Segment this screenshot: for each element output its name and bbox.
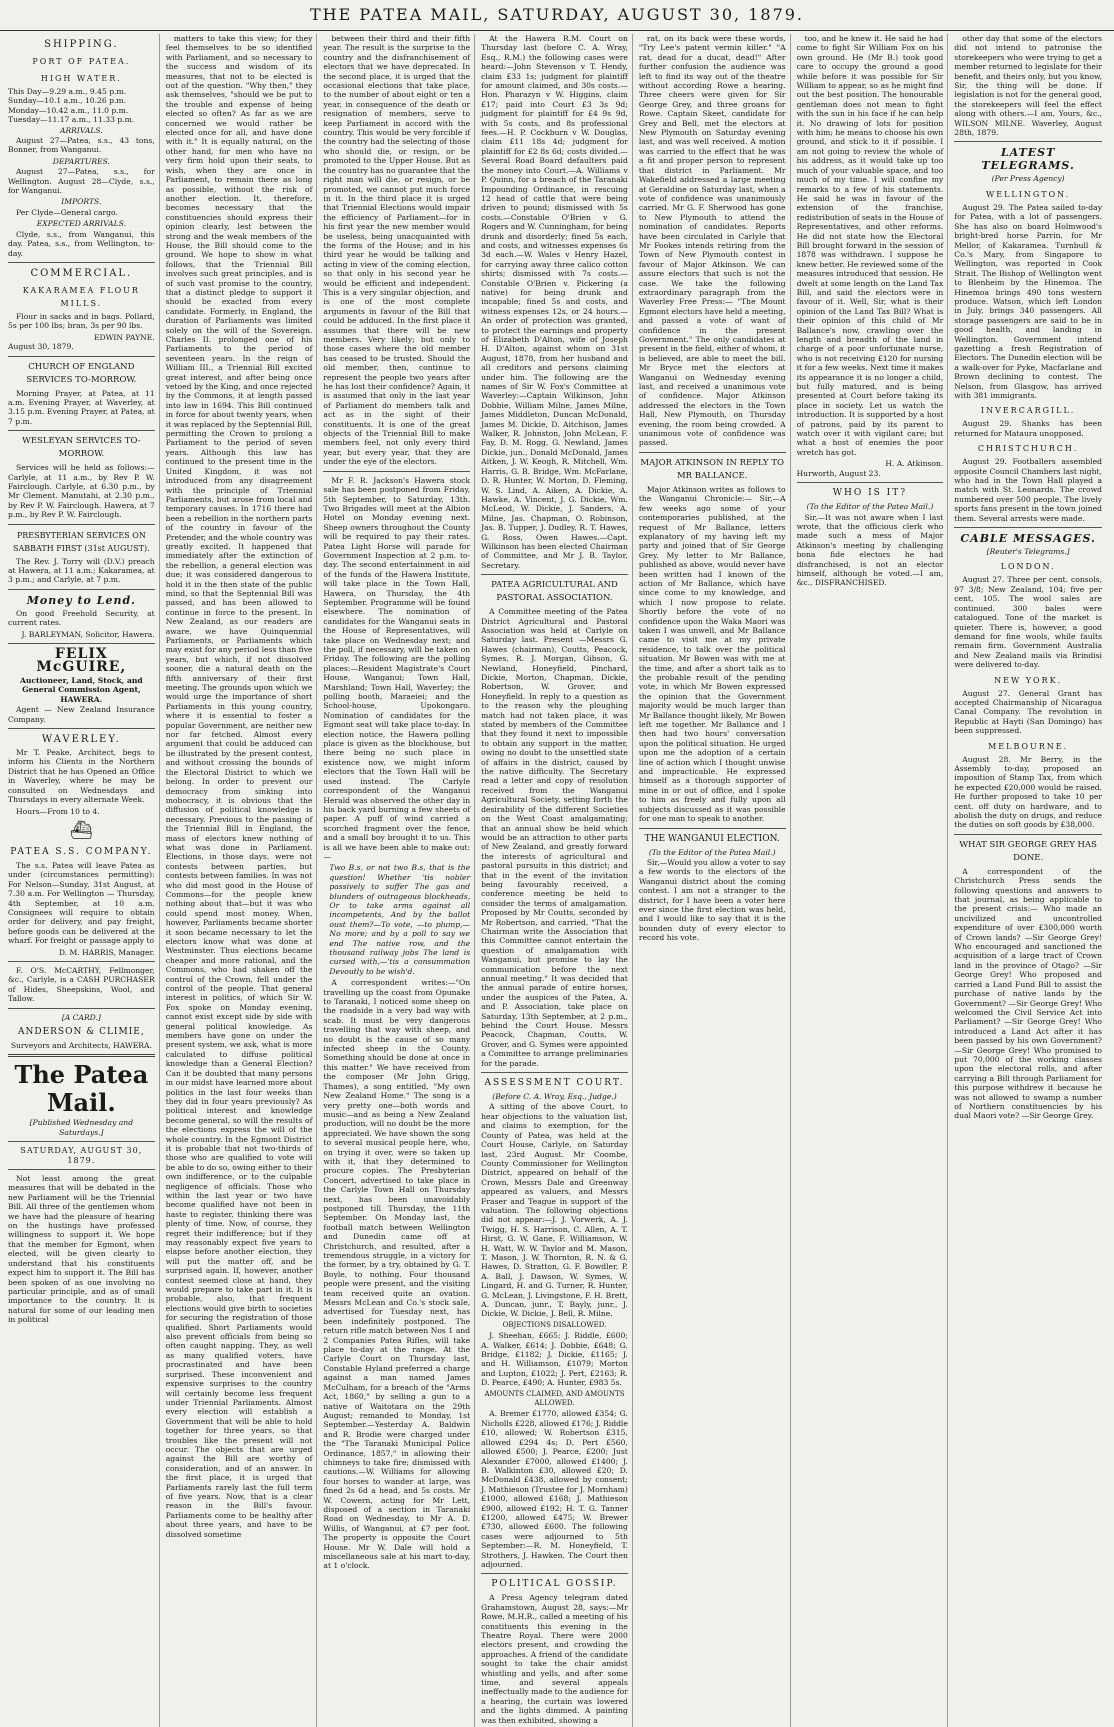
presby-text: The Rev. J. Torry will (D.V.) preach at Hawera, at 11 a.m.; Kakaramea, at 3 p.m.; and Carlyle, at 7 p.m. bbox=[8, 556, 155, 585]
departures-heading: DEPARTURES. bbox=[52, 156, 110, 166]
church-text: Morning Prayer, at Patea, at 11 a.m. Evening Prayer, at Waverley, at 3.15 p.m. Evening Prayer, at Patea, at 7 p.m. bbox=[8, 388, 155, 426]
gossip-heading: POLITICAL GOSSIP. bbox=[491, 1579, 618, 1590]
wanganui-sub: (To the Editor of the Patea Mail.) bbox=[648, 847, 776, 857]
association-text: A Committee meeting of the Patea District Agricultural and Pastoral Association was held at Carlyle on Saturday last. Present —Messrs G. Hawes (chairman), Coutts, Peacock, Symes, R. J. Morgan, Gibson, G. Newland, Honeyfield, Pinchard, Dickie, Morton, Chapman, Dickie, Robertson, W. Grover, and Honeyfield. In reply to a question as to the reason why the ploughing match had not taken place, it was stated by members of the Committee that they found it next to impossible to obtain any support in the matter, owing no doubt to the unsettled state of affairs in the district, caused by the native difficulty. The Secretary read a letter and copy of resolution received from the Wanganui Agricultural Society, setting forth the desirability of the different Societies on the West Coast amalgamating; that an annual show be held which would be an attraction to other parts of New Zealand, and greatly forward the interests of agricultural and pastoral pursuits in this district; and that in the event of the invitation being favourably received, a conference meeting be held to consider the terms of amalgamation. Proposed by Mr Coutts, seconded by Mr Robertson, and carried, "That the Chairman write the Association that this Committee cannot entertain the question of amalgamation with Wanganui, but promise to lay the communication before the next annual meeting." It was decided that the annual parade of entire horses, under the auspices of the Patea, A. and P. Association, take place on Saturday, 13th September, at 2 p.m., behind the Court House. Messrs Peacock, Chapman, Coutts, W. Grover, and G. Symes were appointed a Committee to arrange preliminaries for the parade. bbox=[481, 607, 628, 1068]
who-sub: (To the Editor of the Patea Mail.) bbox=[806, 502, 934, 512]
mills-text: Flour in sacks and in bags. Pollard, 5s per 100 lbs; bran, 3s per 90 lbs. bbox=[8, 311, 155, 331]
letter-conclusion: other day that some of the electors did not intend to patronise the storekeepers who were trying to get a member returned to legislate for their benefit, and theirs only, but you know, Sir, the thing will be done. If legislation is not for the general good, the storekeepers will feel the effect along with others.—I am, Yours, &c., WILSON MILNE. Waverley, August 28th, 1879. bbox=[954, 34, 1102, 138]
church-heading: CHURCH OF ENGLAND SERVICES TO-MORROW. bbox=[26, 361, 137, 385]
gossip-text: A Press Agency telegram dated Grahamstown, August 28, says:—Mr Rowe, M.H.R., called a meeting of his constituents this evening in the Theatre Royal. There were 2000 electors present, and crowding the approaches. A friend of the candidate sought to take the chair amidst whistling and yells, and after some time, and several appeals ineffectually made to the audience for a hearing, the curtain was lowered and the lights dimmed. A painting was then exhibited, showing a bbox=[481, 1593, 628, 1725]
tide-3: Tuesday—11.17 a.m., 11.33 p.m. bbox=[8, 115, 135, 125]
reductions-text: A. Bremer £1770, allowed £354; G. Nicholls £228, allowed £176; J. Riddle £10, allowed; W. Robertson £315, allowed £294 4s; D. Pert £560, allowed £500; J. Pearce, £200; Just Alexander £7000, allowed £1400; J. B. Walkinton £30, allowed £20; D. McDonald £438, allowed by consent; J. Mathieson (Trustee for J. Mornham) £1000, allowed £168; J. Mathieson £900, allowed £192; H. T. G. Tanner £1200, allowed £475; W. Brewer £730, allowed £600. The following cases were adjourned to 5th September:—R. M. Honeyfield, T. Strothers, J. Hawken. The Court then adjourned. bbox=[481, 1409, 628, 1569]
money-sign: J. BARLEYMAN, Solicitor, Hawera. bbox=[21, 629, 155, 639]
patea-ss-sign: D. M. HARRIS, Manager. bbox=[58, 947, 155, 957]
wellington-text: August 29. The Patea sailed to-day for Patea, with a lot of passengers. She has also on board Holmwood's bright-bred horse Parrin, for Mr Mellor, of Kakaramea. Turnbull & Co.'s Mary, from Singapore to Wellington, was reported in Cook Strait. The Bishop of Wellington went to Blenheim by the Hinemoa. The Hinemoa brings 490 tons western produce. Watson, which left London in July, brings 340 passengers. All storage passengers are said to be in good health, and landing in Wellington. Government intend gazetting a fresh Registration of Electors. The Dunedin election will be a walk-over for Pyke, Macfarlane and Brown declining to contest. The Nelson, from Glasgow, has arrived with 381 immigrants. bbox=[954, 202, 1102, 400]
tide-2: Monday—10.42 a.m., 11.0 p.m. bbox=[8, 105, 129, 115]
local-notices: Mr F. R. Jackson's Hawera stock sale has been postponed from Friday, 5th September, to Saturday, 13th. Two Brigades will meet at the Albion Hotel on Monday evening next. Sheep owners throughout the County will be required to pay their rates. Patea Light Horse will parade for Government Inspection at 2 p.m. to-day. The second entertainment in aid of the funds of the Hawera Institute, will take place in the Town Hall, Hawera, on Thursday, the 4th September. Programme will be found elsewhere. The nomination of candidates for the Wanganui seats in the House of Representatives, will take place on Wednesday next; and the poll, if necessary, will be taken on Friday. The following are the polling places:—Resident Magistrate's Court House, Wanganui; Town Hall, Marshland; Town Hall, Waverley; the polling booth, Maraeiei; and the School-house, Upokongaro. Nomination of candidates for the Egmont seat will take place to-day. In election notice, the Hawera polling place is given as the blockhouse, but there being no such place in existence now, we might inform electors that the Town Hall will be used instead. The Carlyle correspondent of the Wanganui Herald was observed the other day in his back yard burning a few sheets of paper. A puff of wind carried a scorched fragment over the fence, and a small boy brought it to us. This is all we have been able to make out:— bbox=[323, 475, 471, 861]
column-1 bbox=[8, 34, 160, 1727]
telegrams-sub: (Per Press Agency) bbox=[991, 174, 1065, 184]
wesleyan-text: Services will be held as follows:— Carlyle, at 11 a.m., by Rev P. W. Fairclough. Carlyle, at 6.30 p.m., by Mr Clement. Manutahi, at 2.30 p.m., by Rev P. W. Fairclough. Hawera, at 7 p.m., by Rev P. W. Fairclough. bbox=[8, 463, 155, 520]
anderson-heading: ANDERSON & CLIMIE, bbox=[17, 1027, 145, 1037]
assessment-heading: ASSESSMENT COURT. bbox=[484, 1078, 625, 1089]
column-2 bbox=[166, 34, 318, 1727]
arrivals-text: August 27—Patea, s.s., 43 tons, Bonner, from Wanganui. bbox=[8, 136, 155, 155]
newspaper-columns bbox=[8, 34, 1106, 1725]
editorial-conclusion: between their third and their fifth year. The result is the surprise to the country and the disfranchisement of electors that we have deprecated. In the second place, it is urged that the occasional elections that take place, to the number of about eight or ten a year, in consequence of the death or resignation of members, serve to keep Parliament in accord with the country. This would be very forcible if the country had the selecting of those who should die, or resign, or be promoted to the Upper House. But as the country has no guarantee that the right man will die, or resign, or be promoted, we cannot put much force in it. In the third place it is urged that Triennial Elections would impair the efficiency of Parliament—for in his first year the new member would be useless, being unacquainted with the forms of the House; and in his third year he would be talking and acting in view of the coming election, so that only in his second year he would be efficient and independent. This is a very singular objection, and is one of the most complete arguments in favour of the Bill that could be adduced. In the first place it assumes that there will be new members. Very likely; but only to those cases where the old member has ceased to be trusted. Should the old member, then, continue to represent the people two years after he has lost their confidence? Again, it is assumed that only in the last year of Parliament do members talk and act as in the sight of their constituents. It is one of the great objects of the Triennial Bill to make members feel, not only every third year, but every year, that they are under the eye of the electors. bbox=[323, 34, 471, 467]
waverley-heading: WAVERLEY. bbox=[41, 734, 121, 746]
mills-heading: KAKARAMEA FLOUR MILLS. bbox=[22, 285, 140, 308]
court-report: At the Hawera R.M. Court on Thursday last (before C. A. Wray, Esq., R.M.) the following cases were heard:—John Stevenson v T. Hendy, claim £33 1s; judgment for plaintiff for amount claimed, and 30s costs.—Hon. Pharazyn v W. Higgins, claim £17; paid into Court £3 3s 9d; judgment for plaintiff for £4 9s 9d, with 5s costs, and 8s professional fees.—H. P. Cockburn v W. Douglas, claim £11 18s 4d; judgment for plaintiff for £2 8s 6d; costs divided.—Several Road Board defaulters paid the money into Court.—A. Williams v P. Quinn, for a breach of the Taranaki Impounding Ordinance, in rescuing 12 head of cattle that were being driven to pound; dismissed with 5s costs.—Constable O'Brien v G. Rogers and W. Cunningham, for being drunk and disorderly; fined 5s each, and costs, and witnesses expenses 6s 3d each.—W. Wales v Henry Hazel, for carrying away three calico cotton shirts; dismissed with 7s costs.—Constable O'Brien v. Pickering (a native) for being drunk and incapable; fined 5s and costs, and witness expenses 12s, or 24 hours.—An order of protection was granted, to protect the earnings and property of Elizabeth D'Alton, wife of Joseph H. D'Alton, against whom on 31st August, 1878, from her husband and all creditors and persons claiming under him. The following are the names of Sir W. Fox's Committee at Waverley:—Captain Wilkinson, John Dobbie, William Milne, James Milne, James Middleton, Duncan McDonald, James M. Dickie, D. Aitchison, James Walker, R. Johnston, John McLean, F. Fay, D. M. Rogg, G. Newland, James Dickie, jun., Donald McDonald, James Aitken, J. W. Keogh, R. Mitchell, Wm. Harris, G. B. Bridge, Wm. McFarlane, D. R. Hunter, W. Morton, D. Fleming, W. S. Lind, A. Aiken, A. Dickie, A. Hawke, A. Vincent, J. G. Dickie, Wm. McLeod, W. Dickie, J. Sanders, A. Milne, Jas. Chapman, O. Robinson, Jas. B. Tupper, J. Dudley, R. T. Hawes, G. Ross, Owen Hawes.—Capt. Wilkinson has been elected Chairman of Committee, and Mr J. B. Taylor, Secretary. bbox=[481, 34, 628, 570]
expected-heading: EXPECTED ARRIVALS. bbox=[36, 219, 126, 229]
christchurch-text: August 29. Footballers assembled opposite Council Chambers last night, who had in the Town Hall played a match with St. Leonards. The crowd numbered over 500 people. The lively sports fans present in the town joined them. Several arrests were made. bbox=[954, 457, 1102, 523]
masthead: THE PATEA MAIL, SATURDAY, AUGUST 30, 1879. bbox=[0, 0, 1114, 31]
published-note: [Published Wednesday and Saturdays.] bbox=[29, 1118, 134, 1137]
verse-text: Two B.s, or not two B.s, that is the question! Whether 'tis nobler passively to suffer The gas and blunders of outrageous blockheads, Or to take arms against all incompetents, And by the ballot oust them?—To vote, —to plump,— No more; and by a poll to say we end The native row, and the thousand railway jobs The land is cursed with,—'tis a consummation Devoutly to be wish'd. bbox=[329, 863, 471, 976]
high-water-heading: HIGH WATER. bbox=[40, 74, 122, 83]
column-3 bbox=[323, 34, 475, 1727]
melbourne-text: August 28. Mr Berry, in the Assembly to-day, proposed an imposition of Stamp Tax, from which he expected £20,000 would be raised. He further proposed to take 10 per cent. off duty on hardware, and to abolish the duty on drugs, and reduce the duties on soft goods by £38,000. bbox=[954, 754, 1102, 830]
reductions-heading: AMOUNTS CLAIMED, AND AMOUNTS ALLOWED. bbox=[484, 1389, 625, 1408]
commercial-heading: COMMERCIAL. bbox=[30, 267, 133, 279]
newyork-text: August 27. General Grant has accepted Chairmanship of Nicaragua Canal Company. The revolution in Republic at Hayti (San Domingo) has been suppressed. bbox=[954, 688, 1102, 736]
peake-hours: Hours—From 10 to 4. bbox=[16, 806, 100, 816]
grey-text: A correspondent of the Christchurch Press sends the following questions and answers to that journal, as being applicable to the present crisis:— Who made an uncivilized and uncontrolled expenditure of over £300,000 worth of Crown lands? —Sir George Grey! Who encouraged and sanctioned the acquisition of a large tract of Crown land in the province of Otago? —Sir George Grey! Who proposed and carried a Land Fund Bill to assist the purchase of native lands by the Government? —Sir George Grey! Who welcomed the Civil Service Act into Parliament? —Sir George Grey! Who introduced a Land Act after it has been passed by his own Government? —Sir George Grey! Who promised to put 70,000 of the working classes upon the electoral rolls, and after carrying a Bill through Parliament for this purpose withdrew it because he was not allowed to swamp a number of Northern constituencies by his dual Maori vote? —Sir George Grey. bbox=[954, 866, 1102, 1121]
arrivals-heading: ARRIVALS. bbox=[59, 125, 103, 135]
atkinson-sign-date: Hurworth, August 23. bbox=[796, 468, 881, 478]
patea-ss-text: The s.s. Patea will leave Patea as under (circumstances permitting): For Nelson—Sunday, 31st August, at 7.30 a.m. For Wellington — Thursday, 4th September, at 10 a.m. Consignees will require to obtain order for delivery, and pay freight, before goods can be delivered at the wharf. For freight or passage apply to bbox=[8, 860, 155, 946]
mills-sign: EDWIN PAYNE. bbox=[94, 332, 155, 342]
assessment-text: A sitting of the above Court, to hear objections to the valuation list, and claims to exemption, for the County of Patea, was held at the Court House, Carlyle, on Saturday last, 23rd August. Mr Coombe, County Commissioner for Wellington District, appeared on behalf of the Crown, Messrs Dale and Greenway appeared as valuers, and Messrs Fraser and Teague in support of the valuation. The following objections did not appear:—J. J. Vorwerk, A. J. Twigg, H. S. Harrison, C. Allen, A. T. Hirst, G. W. Gane, F. Williamson, W. H. Watt, W. W. Taylor and M. Mason, T. Mason, J. W. Thornton, R. N. & G. Hawes, D. Stratton, G. F. Bowdler, P. A. Ball, J. Dawson, W. Symes, W. Lingard, H. and G. Turner, R. Hunter, G. McLean, J. Livingstone, F. H. Brett, A. Duncan, junr., T. Bayly, junr., J. Dickie, W. Dickie, J. Bell, R. Milne. bbox=[481, 1102, 628, 1319]
shipping-heading: SHIPPING. bbox=[44, 39, 119, 50]
expected-text: Clyde, s.s., from Wanganui, this day. Patea, s.s., from Wellington, to-day. bbox=[8, 229, 155, 258]
money-heading: Money to Lend. bbox=[26, 593, 136, 607]
card-label: [A CARD.] bbox=[61, 1012, 101, 1022]
paper-title: The Patea Mail. bbox=[14, 1060, 149, 1118]
column-5 bbox=[639, 34, 791, 1727]
imports-heading: IMPORTS. bbox=[61, 197, 102, 207]
christchurch-heading: CHRISTCHURCH. bbox=[977, 444, 1079, 454]
editorial-continued: matters to take this view; for they feel themselves to be so identified with Parliament, and so necessary to the success and wisdom of its measures, that not to be elected is out of the question. "Why then," they ask themselves, "should we be put to the trouble and expense of being elected so often? As far as we are concerned we would rather be elected once for all, and have done with it." It is equally natural, on the other hand, for men who have no very firm hold upon their seats, to wish, when they are once in Parliament, to remain there as long as possible, without the risk of another election. It, therefore, becomes necessary that the constituencies should express their opinion clearly, lest between the strong and the weak members of the House, the Bill should come to the ground. We hope to show in what follows, that the Triennial Bill involves such great principles, and is of such vast promise to the country, that a distinct pledge to support it should be exacted from every candidate. Formerly, in England, the duration of Parliaments was limited solely on the will of the Sovereign. Charles II. prolonged one of his Parliaments to the period of seventeen years. In the reign of William III., a Triennial Bill excited great interest, and after being once vetoed by the King, and once rejected by the Commons, it at length passed into law in 1694. This Bill continued in force for about twenty years, when it was replaced by the Septennial Bill, permitting the Crown to prolong a Parliament to the period of seven years. Although this law has continued to the present time in the United Kingdom, it was not introduced from any disagreement with the principle of Triennial Parliaments, but arose from local and temporary causes. In 1716 there had been a rebellion in the northern parts of the country in favour of the Pretender, and the whole country was greatly excited. It happened that immediately after the extinction of the rebellion, a general election was due; it was considered dangerous to hold it in the then state of the public mind, so that the Septennial Bill was passed, and has been allowed to continue in force to the present. In New Zealand, as our readers are aware, we have Quinquennial Parliaments, or Parliaments which may exist for any period less than five years, but which, if not dissolved sooner, die a natural death on the fifth anniversary of their first meeting. The grounds upon which we would urge the importance of short Parliaments in this young country, where it is essential to foster a popular Government, are neither new nor far fetched. Almost every argument that could be adduced can be illustrated by the present contest, and without crossing the bounds of the Electoral District to which we belong. In order to prevent our democracy from sinking into mobocracy, it is obvious that the diffusion of political knowledge is necessary. Previous to the passing of the Triennial Bill in England, the mass of electors knew nothing of what was done in Parliament. Elections, in those days, were not contests between parties, but contests between families. In was not who did most good in the House of Commons—for the people knew nothing about that—but it was who could spend most money. When, however, Parliaments became shorter it soon became necessary to let the electors know what was done at Westminster. Thus elections became cheaper and more rational, and the Commons, who had shaken off the control of the Crown, fell under the control of the people. That general interest in politics, of which Sir W. Fox spoke on Monday evening, cannot exist except side by side with general political knowledge. As members have gone on under the present system, we ask, what is more calculated to diffuse political knowledge than a General Election? Can it be doubted that many persons in our midst have learned more about politics in the last four weeks than they did in four years previously? As political interest and knowledge become general, so will the results of the elections express the will of the whole country. In the Egmont District it is probable that not two-thirds of those who are qualified to vote will be able to do so, owing either to their own indifference, or to the culpable negligence of officials. Those who within the last year or two have become qualified have not been in haste to register, thinking there was plenty of time. Now, of course, they regret their indifference; but if they may reasonably expect five years to elapse before another election, they will put the matter off, and be surprised again. If, however, another contest seemed close at hand, they would prepare to take part in it. It is probable, also, that frequent elections would give birth to societies for securing the registration of those qualified. Short Parliaments would also prevent officials from being so often caught napping. They, as well as many qualified voters, have procrastinated and have been surprised. These inconvenient and expensive surprises to the country will certainly become less frequent under Triennial Parliaments. Almost every election will establish a Government that will be able to hold together for three years, so that troubles like the present will not occur. The objects that are urged against the Bill are worthy of consideration, and of an answer. In the first place, it is urged that Parliaments rarely last the full term of five years. Now, that is a clear reason in the Bill's favour. Parliaments come to be healthy after about three years, and have to be dissolved sometime bbox=[165, 34, 313, 1539]
mccarthy-text: F. O'S. McCARTHY, Fellmonger, &c., Carlyle, is a CASH PURCHASER of Hides, Sheepskins, Wool, and Tallow. bbox=[8, 965, 155, 1004]
who-text: Sir,—It was not aware when I last wrote, that the officious clerk who made such a mess of Major Atkinson's meeting by challenging bona fide electors he had disfranchised, is not an elector himself, although he voted.—I am, &c., DISFRANCHISED. bbox=[796, 512, 944, 588]
column-7 bbox=[954, 34, 1106, 1727]
presby-heading: PRESBYTERIAN SERVICES ON SABBATH FIRST (31st AUGUST). bbox=[13, 530, 150, 553]
london-text: August 27. Three per cent. consols, 97 3/8; New Zealand, 104; five per cent, 105. The wool sales are continued. 300 bales were catalogued. Tone of the market is quieter. There is, however, a good demand for fine wools, while faults remain firm. Government Australia and New Zealand mails via Brindisi were delivered to-day. bbox=[954, 575, 1102, 670]
felix-text: Auctioneer, Land, Stock, and General Commission Agent, HAWERA. bbox=[19, 676, 143, 704]
peake-text: Mr T. Peake, Architect, begs to inform his Clients in the Northern District that he has Opened an Office in Waverley, where he may be consulted on Wednesdays and Thursdays in every alternate Week. bbox=[8, 748, 155, 805]
felix-agent: Agent — New Zealand Insurance Company. bbox=[8, 705, 155, 724]
steamship-icon: ⛴ bbox=[69, 819, 93, 841]
column-6 bbox=[797, 34, 949, 1727]
tide-0: This Day—9.29 a.m., 9.45 p.m. bbox=[8, 87, 127, 96]
letter-continued: too, and he knew it. He said he had come to fight Sir William Fox on his own ground. He (Mr B.) took good care to occupy the ground a good while before it was possible for Sir William to appear, so as he might find out the best position. The honourable gentleman does not mean to fight with the sun in his face if he can help it. No drawing of lots for position with him; he means to choose his own ground, and stick to it if possible. I am not going to review the whole of his address, as it would take up too much of your valuable space, and too much of my time. I will confine my remarks to a few of his statements. He said he was in favour of the extension of the franchise, redistribution of seats in the House of Representatives, and other reforms. He did not state how the Electoral Bill brought forward in the session of 1878 was withdrawn. I suppose he knew better. He reviewed some of the measures introduced that session. He dwelt at some length on the Land Tax Bill, and said the electors were in favour of it. Well, Sir, what is their opinion of the Land Tax Bill? What is their opinion of this child of Mr Ballance's now, crawling over the length and breadth of the land in charge of a poor unfortunate nurse, who is not receiving £120 for nursing it for a few weeks. Next time it makes its appearance it is no longer a child, but fully matured, and is being presented at Court before taking its place in society. Let us watch the introduction. It is supported by a host of patrons, paid by its parent to watch over it with vigilant care; but what a host of enemies the poor wretch has got. bbox=[796, 34, 944, 457]
money-text: On good Freehold Security, at current rates. bbox=[8, 608, 155, 628]
wanganui-heading: THE WANGANUI ELECTION. bbox=[644, 833, 780, 844]
tide-1: Sunday—10.1 a.m., 10.26 p.m. bbox=[8, 96, 127, 106]
atkinson-sign: H. A. Atkinson. bbox=[885, 459, 944, 469]
melbourne-heading: MELBOURNE. bbox=[988, 741, 1069, 751]
objections-heading: OBJECTIONS DISALLOWED. bbox=[502, 1320, 607, 1329]
association-heading: PATEA AGRICULTURAL AND PASTORAL ASSOCIATION. bbox=[491, 580, 618, 604]
departures-text: August 27—Patea, s.s., for Wellington. August 28—Clyde, s.s., for Wanganui. bbox=[8, 167, 155, 196]
mills-date: August 30, 1879. bbox=[8, 342, 74, 352]
wanganui-text: Sir,—Would you allow a voter to say a few words to the electors of the Wanganui district about the coming contest. I am not a stranger to the district, for I have been a voter here ever since the first election was held, and I would like to say that it is the bounden duty of every elector to record his vote. bbox=[638, 857, 786, 943]
atkinson-text: Major Atkinson writes as follows to the Wanganui Chronicle:— Sir,—A few weeks ago some of your contemporaries published, at the request of Mr Ballance, letters explanatory of my having left my party and joined that of Sir George Grey. My letter to Mr Ballance, published as above, would never have been written had I known of the action of Mr Ballance, which have since come to my knowledge, and which I now propose to relate. Shortly before the vote of no confidence upon the Waka Maori was taken I was unwell, and Mr Ballance came to visit me at my private residence, to talk over the political situation. Mr Bowen was with me at the time, and after a short talk as to the probable result of the pending vote, in which Mr Bowen expressed the opinion that the Government majority would be much larger than Mr Ballance thought likely, Mr Bowen left me together. Mr Ballance and I then had two hours' conversation upon the political situation. He urged upon me the adoption of a certain line of action which I thought unwise and impracticable. He expressed himself as a thorough supporter of mine in or out of office, and I spoke to him as freely and fully upon all subjects discussed as it was possible for one man to speak to another. bbox=[638, 484, 786, 824]
cable-heading: CABLE MESSAGES. bbox=[960, 532, 1096, 546]
felix-heading: FELIX McGUIRE, bbox=[36, 646, 127, 676]
invercargill-heading: INVERCARGILL. bbox=[980, 406, 1076, 416]
assessment-sub: (Before C. A. Wray, Esq., Judge.) bbox=[492, 1092, 617, 1102]
objections-text: J. Sheehan, £665; J. Riddle, £600; A. Walker, £614; J. Dobbie, £648; G. Bridge, £1182; J. Dickie, £1165; J. and H. Williamson, £1079; Morton and Lupton, £1022; J. Pert, £2163; R. D. Pearce, £490; A. Hunter, £983 5s. bbox=[481, 1331, 628, 1388]
patea-ss-heading: PATEA S.S. COMPANY. bbox=[10, 846, 153, 857]
imports-text: Per Clyde—General cargo. bbox=[16, 207, 118, 217]
london-heading: LONDON. bbox=[1000, 562, 1056, 572]
editorial-text: Not least among the great measures that will be debated in the new Parliament will be the Triennial Bill. All three of the gentlemen whom we have had the pleasure of hearing on the hustings have professed willingness to support it. We hope that the member for Egmont, when elected, will be given clearly to understand that his constituents expect him to support it. The Bill has been spoken of as one involving no particular principle, and as of small importance to the country. It is natural for some of our leading men in political bbox=[8, 1174, 155, 1325]
newyork-heading: NEW YORK. bbox=[994, 675, 1063, 685]
port-heading: PORT OF PATEA. bbox=[32, 57, 131, 66]
gossip-continued: rat, on its back were these words, "Try Lee's patent vermin killer." "A rat, dead for a ducat, dead!" After further confusion the audience was left to find its way out of the theatre without according Rowe a hearing. Three cheers were given for Sir George Grey, and three groans for Rowe. Captain Skeet, candidate for Grey and Bell, met the electors at New Plymouth on Saturday evening last, and was well received. A motion was carried to the effect that he was a fit and proper person to represent that district in Parliament. Mr Wakefield addressed a large meeting at Geraldine on Saturday last, when a vote of confidence was unanimously carried. Mr G. F. Sherwood has gone to New Plymouth to attend the nomination of candidates. Reports have been circulated in Carlyle that Mr Fookes intends retiring from the Town of New Plymouth contest in favour of Major Atkinson. We can assure electors that such is not the case. We take the following extraordinary paragraph from the Waverley Free Press:— "The Mount Egmont electors have held a meeting, and passed a vote of want of confidence in the present Government." The only candidates at present in the field, either of whom, it is believed, are able to meet the bill. Mr Bryce met the electors at Wanganui on Wednesday evening last, and received a unanimous vote of confidence. Major Atkinson addressed the electors in the Town Hall, New Plymouth, on Thursday evening, the room being crowded. A unanimous vote of confidence was passed. bbox=[638, 34, 786, 448]
column-4 bbox=[481, 34, 633, 1727]
invercargill-text: August 29. Shanks has been returned for Mataura unopposed. bbox=[954, 419, 1102, 438]
atkinson-heading: MAJOR ATKINSON IN REPLY TO MR BALLANCE. bbox=[640, 457, 785, 481]
dateline: SATURDAY, AUGUST 30, 1879. bbox=[20, 1146, 143, 1165]
telegrams-heading: LATEST TELEGRAMS. bbox=[981, 146, 1075, 173]
cable-sub: [Reuter's Telegrams.] bbox=[986, 547, 1070, 557]
wesleyan-heading: WESLEYAN SERVICES TO-MORROW. bbox=[22, 436, 141, 460]
who-heading: WHO IS IT? bbox=[832, 488, 908, 499]
anderson-text: Surveyors and Architects, HAWERA. bbox=[10, 1041, 152, 1050]
wellington-heading: WELLINGTON. bbox=[986, 189, 1071, 199]
grey-heading: WHAT SIR GEORGE GREY HAS DONE. bbox=[959, 839, 1097, 863]
local-notices-more: A correspondent writes:—"On travelling up the coast from Opunake to Taranaki, I noticed some sheep on the roadside in a very bad way with scab. It must be very dangerous travelling that way with sheep, and no doubt is the cause of so many infected sheep in the County. Something should be done at once in this matter." We have received from the composer (Mr John Grigg, Thames), a song entitled, "My own New Zealand Home." The song is a very pretty one—both words and music—and as being a New Zealand production, will no doubt be the more appreciated. We have shown the song to several musical people here, who, on trying it over, were so taken up with it, that they determined to procure copies. The Presbyterian Concert, advertised to take place in the Carlyle Town Hall on Thursday next, has been unavoidably postponed till Thursday, the 11th September. On Monday last, the football match between Wellington and Dunedin came off at Christchurch, and resulted, after a tremendous struggle, in a victory for the former, by a try, obtained by G. T. Boyle, to nothing. Four thousand people were present, and the visiting team received quite an ovation. Messrs McLean and Co.'s stock sale, advertised for Tuesday next, has been indefinitely postponed. The return rifle match between Nos 1 and 2 Companies Patea Rifles, will take place to-day at the range. At the Carlyle Court on Thursday last, Constable Hyland preferred a charge against a man named James McCulham, for a breach of the "Arms Act, 1860," by selling a gun to a native of Waitotara on the 29th August; remanded to Monday, 1st September.—Yesterday A. Baldwin and R. Brodie were charged under the "The Taranaki Municipal Police Ordinance, 1857," in allowing their chimneys to take fire; dismissed with cautions.—W. Williams for allowing four horses to wander at large, was fined 2s 6d a head, and 5s costs. Mr W. Cowern, acting for Mr Lett, disposed of a section in Taranaki Road on Wednesday, to Mr A. D. Willis, of Wanganui, at £7 per foot. The property is opposite the Court House. Mr W. Dale will hold a miscellaneous sale at his mart to-day, at 1 o'clock. bbox=[323, 978, 471, 1571]
